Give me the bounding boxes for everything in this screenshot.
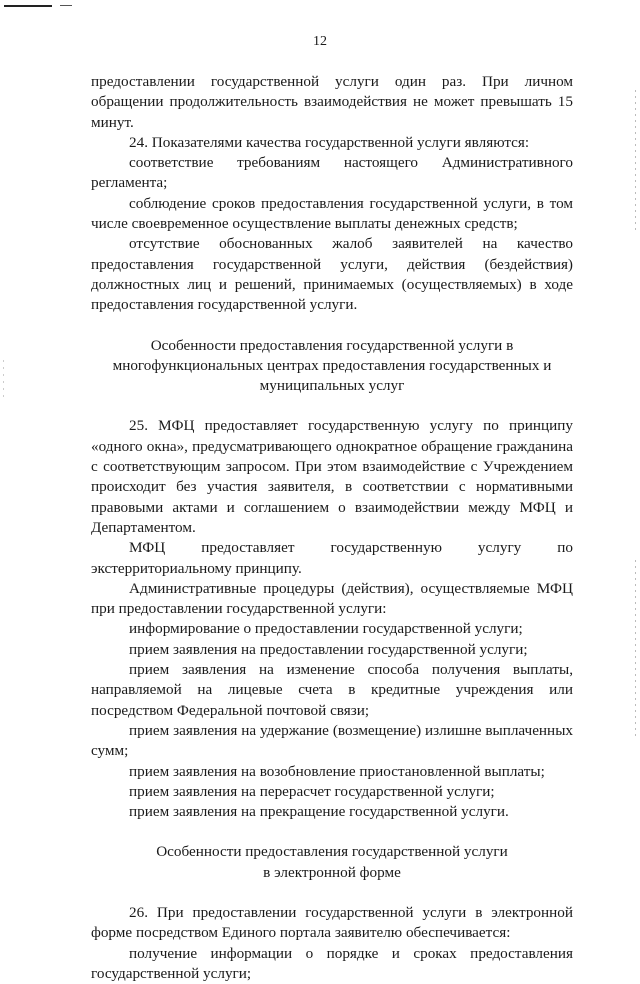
paragraph: Административные процедуры (действия), осуществляемые МФЦ при предоставлении государственной услуги: xyxy=(91,579,573,618)
paragraph-26: 26. При предоставлении государственной услуги в электронной форме посредством Единого портала заявителю обеспечивается: xyxy=(91,903,573,942)
list-item: прием заявления на прекращение государственной услуги. xyxy=(129,803,509,821)
list-item: прием заявления на предоставлении государственной услуги; xyxy=(129,640,528,658)
list-item: получение информации о порядке и сроках предоставления государственной услуги; xyxy=(91,944,573,982)
spacer xyxy=(91,396,573,416)
paragraph: отсутствие обоснованных жалоб заявителей на качество предоставления государственной услуги, действия (бездействия) должностных лиц и решений, принимаемых (осуществляемых) в ходе предоставления государственной услуги. xyxy=(91,235,573,314)
spacer xyxy=(91,883,573,903)
scan-edge xyxy=(635,560,636,740)
scan-mark xyxy=(4,5,52,7)
list-item: прием заявления на возобновление приостановленной выплаты; xyxy=(129,762,545,780)
paragraph-25: 25. МФЦ предоставляет государственную услугу по принципу «одного окна», предусматривающего однократное обращение гражданина с соответствующим запросом. При этом взаимодействие с Учреждением происходит без участия заявителя, в соответствии с нормативными правовыми актами и соглашением о взаимодействии между МФЦ и Департаментом. xyxy=(91,417,573,536)
heading-line: многофункциональных центрах предоставления государственных и xyxy=(112,356,552,374)
paragraph: соответствие требованиям настоящего Административного регламента; xyxy=(91,154,573,192)
scan-mark xyxy=(60,5,72,6)
spacer xyxy=(91,316,573,336)
paragraph: МФЦ предоставляет государственную услугу по экстерриториальному принципу. xyxy=(91,539,573,577)
paragraph: соблюдение сроков предоставления государственной услуги, в том числе своевременное осуществление выплаты денежных средств; xyxy=(91,194,573,233)
heading-line: Особенности предоставления государственной услуги в xyxy=(150,336,514,354)
section-heading-electronic xyxy=(91,842,573,883)
heading-line: в электронной форме xyxy=(263,863,401,881)
page-number: 12 xyxy=(313,34,327,49)
list-item: прием заявления на перерасчет государственной услуги; xyxy=(129,782,495,800)
scan-edge xyxy=(635,90,636,230)
list-item: прием заявления на изменение способа получения выплаты, направляемой на лицевые счета в кредитные учреждения или посредством Федеральной почтовой связи; xyxy=(91,661,573,719)
paragraph: предоставлении государственной услуги один раз. При личном обращении продолжительность взаимодействия не может превышать 15 минут. xyxy=(91,73,573,131)
document-body xyxy=(91,72,573,984)
heading-line: муниципальных услуг xyxy=(259,377,405,395)
scan-edge xyxy=(3,360,4,400)
list-item: информирование о предоставлении государственной услуги; xyxy=(129,620,523,638)
list-item: прием заявления на удержание (возмещение) излишне выплаченных сумм; xyxy=(91,721,573,760)
section-heading-mfc xyxy=(91,336,573,397)
paragraph-24: 24. Показателями качества государственной услуги являются: xyxy=(129,133,530,151)
spacer xyxy=(91,822,573,842)
heading-line: Особенности предоставления государственной услуги xyxy=(156,843,508,861)
